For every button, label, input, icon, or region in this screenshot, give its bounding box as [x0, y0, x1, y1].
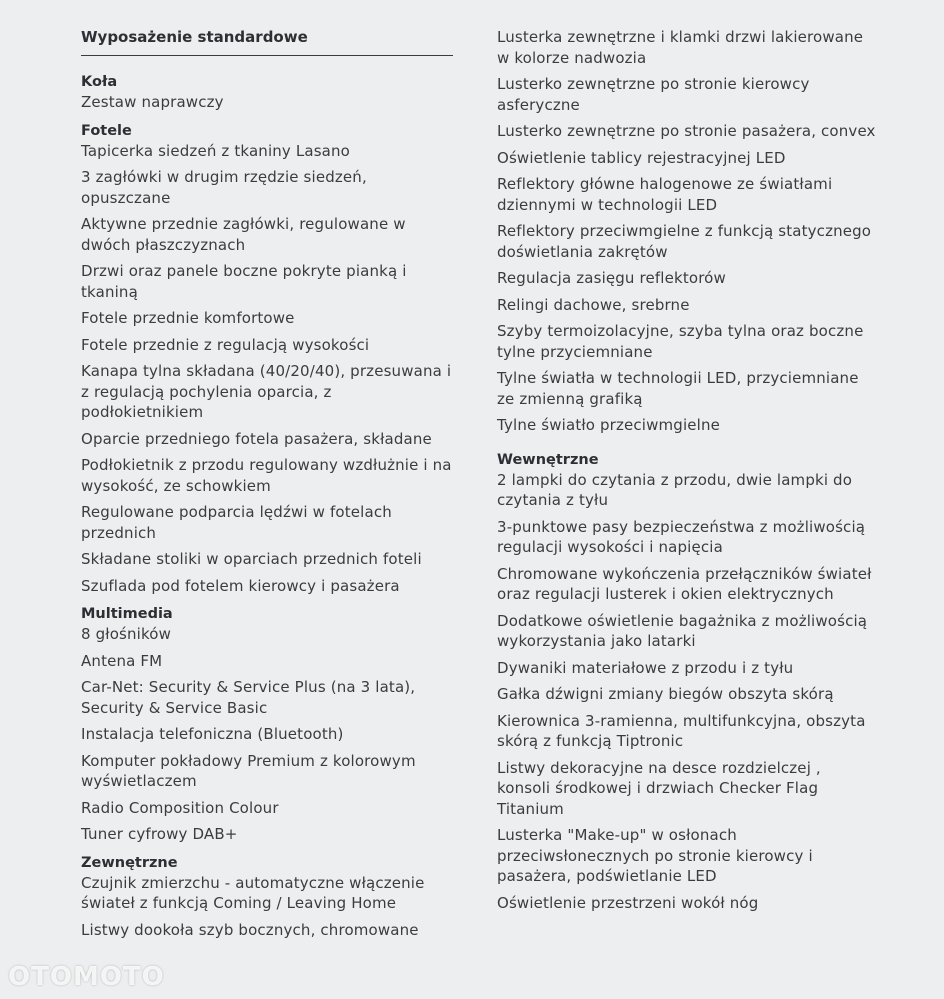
right-column: [497, 0, 877, 921]
left-column: [81, 0, 453, 948]
feature-item: Dodatkowe oświetlenie bagażnika z możliwością wykorzystania jako latarki: [497, 611, 868, 650]
section-heading: Fotele: [81, 122, 132, 139]
feature-item: Podłokietnik z przodu regulowany wzdłużnie i na wysokość, ze schowkiem: [81, 456, 452, 495]
feature-item: Zestaw naprawczy: [81, 93, 224, 111]
feature-item: Lusterko zewnętrzne po stronie kierowcy asferyczne: [497, 75, 810, 114]
feature-item: Kanapa tylna składana (40/20/40), przesuwana i z regulacją pochylenia oparcia, z podłokietnikiem: [81, 362, 452, 421]
left-sections: [81, 72, 453, 940]
section-heading: Wewnętrzne: [497, 451, 599, 468]
section-wewnetrzne: [497, 450, 877, 914]
feature-item: 8 głośników: [81, 625, 172, 643]
feature-item: Reflektory przeciwmgielne z funkcją statycznego doświetlania zakrętów: [497, 222, 872, 261]
feature-item: Antena FM: [81, 651, 163, 670]
section-heading: Koła: [81, 74, 118, 90]
section-heading: Multimedia: [81, 606, 173, 622]
feature-item: Szyby termoizolacyjne, szyba tylna oraz boczne tylne przyciemniane: [497, 322, 864, 361]
feature-item: Składane stoliki w oparciach przednich foteli: [81, 550, 422, 568]
otomoto-watermark: OTOMOTO: [8, 962, 165, 992]
feature-item: Oświetlenie przestrzeni wokół nóg: [497, 893, 759, 912]
feature-item: Oświetlenie tablicy rejestracyjnej LED: [497, 148, 786, 167]
feature-item: Chromowane wykończenia przełączników świateł oraz regulacji lusterek i okien elektrycznych: [497, 564, 872, 603]
page-title: Wyposażenie standardowe: [81, 28, 453, 56]
feature-item: Lusterko zewnętrzne po stronie pasażera, convex: [497, 122, 876, 140]
feature-item: 3-punktowe pasy bezpieczeństwa z możliwością regulacji wysokości i napięcia: [497, 517, 866, 556]
feature-item: Komputer pokładowy Premium z kolorowym wyświetlaczem: [81, 751, 416, 790]
section-multimedia: [81, 604, 453, 845]
feature-item: Car-Net: Security & Service Plus (na 3 lata), Security & Service Basic: [81, 678, 416, 717]
feature-item: Regulowane podparcia lędźwi w fotelach przednich: [81, 503, 392, 542]
feature-item: Listwy dekoracyjne na desce rozdzielczej , konsoli środkowej i drzwiach Checker Flag Titanium: [497, 758, 821, 818]
feature-item: Szuflada pod fotelem kierowcy i pasażera: [81, 576, 400, 595]
feature-item: Oparcie przedniego fotela pasażera, składane: [81, 429, 432, 448]
section-zewnetrzne: [81, 853, 453, 941]
right-sections: [497, 450, 877, 914]
feature-item: Czujnik zmierzchu - automatyczne włączenie świateł z funkcją Coming / Leaving Home: [81, 873, 425, 912]
feature-item: Kierownica 3-ramienna, multifunkcyjna, obszyta skórą z funkcją Tiptronic: [497, 711, 866, 750]
feature-item: Listwy dookoła szyb bocznych, chromowane: [81, 920, 419, 939]
feature-item: Regulacja zasięgu reflektorów: [497, 269, 726, 287]
feature-item: Reflektory główne halogenowe ze światłami dziennymi w technologii LED: [497, 175, 833, 214]
feature-item: Tapicerka siedzeń z tkaniny Lasano: [81, 141, 350, 160]
section-fotele: [81, 121, 453, 597]
feature-item: Relingi dachowe, srebrne: [497, 295, 690, 314]
feature-item: 2 lampki do czytania z przodu, dwie lampki do czytania z tyłu: [497, 470, 853, 509]
feature-item: Tylne światła w technologii LED, przyciemniane ze zmienną grafiką: [497, 369, 859, 408]
section-kola: [81, 72, 453, 113]
feature-item: Aktywne przednie zagłówki, regulowane w dwóch płaszczyznach: [81, 215, 406, 254]
feature-item: Tuner cyfrowy DAB+: [81, 825, 238, 843]
feature-item: Fotele przednie z regulacją wysokości: [81, 335, 370, 354]
feature-item: Drzwi oraz panele boczne pokryte pianką i tkaniną: [81, 262, 407, 301]
feature-item: Lusterka "Make-up" w osłonach przeciwsłonecznych po stronie kierowcy i pasażera, podświetlanie LED: [497, 826, 813, 885]
exterior-continued-list: [497, 27, 877, 436]
feature-item: 3 zagłówki w drugim rzędzie siedzeń, opuszczane: [81, 168, 367, 207]
feature-item: Radio Composition Colour: [81, 798, 279, 817]
section-heading: Zewnętrzne: [81, 854, 178, 871]
feature-item: Lusterka zewnętrzne i klamki drzwi lakierowane w kolorze nadwozia: [497, 28, 864, 67]
feature-item: Tylne światło przeciwmgielne: [497, 416, 721, 434]
feature-item: Fotele przednie komfortowe: [81, 309, 295, 327]
feature-item: Instalacja telefoniczna (Bluetooth): [81, 725, 344, 743]
feature-item: Gałka dźwigni zmiany biegów obszyta skórą: [497, 685, 834, 703]
feature-item: Dywaniki materiałowe z przodu i z tyłu: [497, 658, 794, 677]
